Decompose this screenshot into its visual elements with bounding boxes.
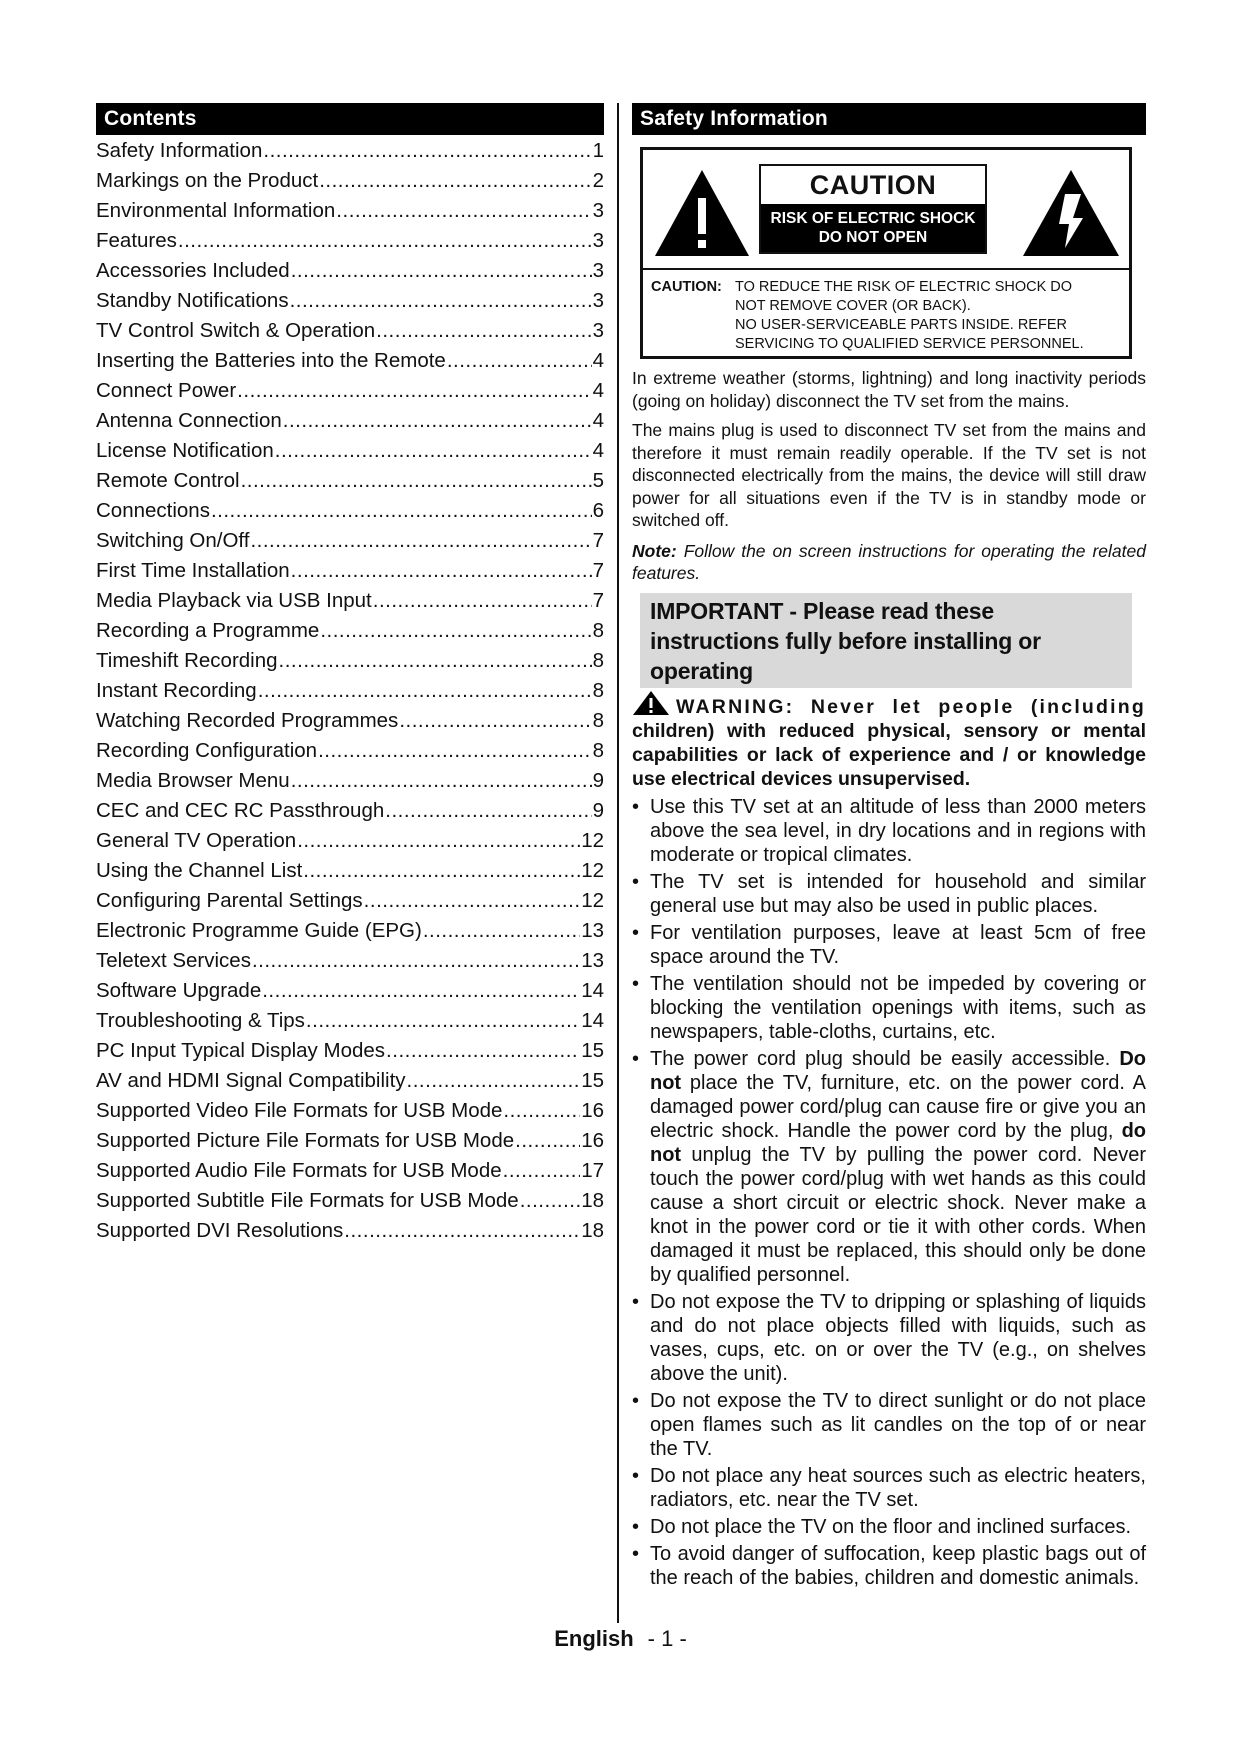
toc-title: TV Control Switch & Operation — [96, 319, 376, 342]
toc-title: First Time Installation — [96, 559, 290, 582]
toc-page: 3 — [592, 319, 604, 342]
toc-item[interactable] — [96, 136, 604, 166]
toc-item[interactable] — [96, 1216, 604, 1246]
toc-page: 7 — [592, 559, 604, 582]
toc-title: Supported Audio File Formats for USB Mode — [96, 1159, 502, 1182]
toc-item[interactable] — [96, 916, 604, 946]
toc-title: PC Input Typical Display Modes — [96, 1039, 386, 1062]
safety-section — [632, 103, 1146, 1593]
toc-item[interactable] — [96, 1186, 604, 1216]
toc-page: 8 — [592, 739, 604, 762]
toc-item[interactable] — [96, 556, 604, 586]
footer-language: English — [554, 1626, 634, 1651]
toc-title: Supported DVI Resolutions — [96, 1219, 344, 1242]
warning-paragraph: WARNING: Never let people (including children) with reduced physical, sensory or mental capabilities or lack of experience and / or knowledge use electrical devices unsupervised. — [632, 690, 1146, 791]
contents-header: Contents — [96, 103, 604, 135]
toc-item[interactable] — [96, 1066, 604, 1096]
toc-item[interactable] — [96, 826, 604, 856]
toc-title: Connections — [96, 499, 210, 522]
toc-page: 8 — [592, 649, 604, 672]
toc-title: Supported Video File Formats for USB Mode — [96, 1099, 503, 1122]
toc-item[interactable] — [96, 496, 604, 526]
toc-page: 15 — [581, 1069, 604, 1092]
toc-page: 12 — [581, 829, 604, 852]
toc-page: 3 — [592, 289, 604, 312]
toc-item[interactable] — [96, 166, 604, 196]
toc-page: 8 — [592, 709, 604, 732]
toc-item[interactable] — [96, 586, 604, 616]
toc-item[interactable] — [96, 1096, 604, 1126]
toc-title: Watching Recorded Programmes — [96, 709, 399, 732]
toc-page: 15 — [581, 1039, 604, 1062]
toc-page: 4 — [592, 349, 604, 372]
toc-page: 17 — [581, 1159, 604, 1182]
toc-title: Teletext Services — [96, 949, 251, 972]
toc-item[interactable] — [96, 436, 604, 466]
safety-header: Safety Information — [632, 103, 1146, 135]
toc-item[interactable] — [96, 706, 604, 736]
list-item: • For ventilation purposes, leave at least 5cm of free space around the TV. — [632, 921, 1146, 969]
toc-item[interactable] — [96, 676, 604, 706]
mains-paragraph: The mains plug is used to disconnect TV set from the mains and therefore it must remain readily operable. If the TV set is not disconnected electrically from the mains, the device will still draw power for all situations even if the TV is in standby mode or switched off. — [632, 420, 1146, 530]
toc-title: AV and HDMI Signal Compatibility — [96, 1069, 406, 1092]
toc-title: Recording Configuration — [96, 739, 318, 762]
column-divider — [617, 103, 619, 1623]
power-cord-item: • The power cord plug should be easily accessible. Do not place the TV, furniture, etc. on the power cord. A damaged power cord/plug can cause fire or give you an electric shock. Handle the power cord by the plug, do not unplug the TV by pulling the power cord. Never touch the power cord/plug with wet hands as this could cause a short circuit or electric shock. Never make a knot in the power cord or tie it with other cords. When damaged it must be replaced, this should only be done by qualified personnel. — [632, 1047, 1146, 1287]
toc-page: 12 — [581, 859, 604, 882]
toc-item[interactable] — [96, 856, 604, 886]
toc-item[interactable] — [96, 346, 604, 376]
toc-title: Safety Information — [96, 139, 263, 162]
toc-page: 12 — [581, 889, 604, 912]
toc-title: Standby Notifications — [96, 289, 289, 312]
toc-title: Instant Recording — [96, 679, 257, 702]
toc-page: 16 — [581, 1129, 604, 1152]
toc-title: Remote Control — [96, 469, 240, 492]
toc-item[interactable] — [96, 1156, 604, 1186]
caution-label-box — [640, 147, 1132, 359]
toc-page: 9 — [592, 769, 604, 792]
toc-page: 16 — [581, 1099, 604, 1122]
toc-page: 4 — [592, 379, 604, 402]
toc-item[interactable] — [96, 886, 604, 916]
toc-item[interactable] — [96, 1036, 604, 1066]
toc-page: 5 — [592, 469, 604, 492]
important-banner: IMPORTANT - Please read these instructions fully before installing or operating — [640, 593, 1132, 688]
list-item: • Do not place any heat sources such as electric heaters, radiators, etc. near the TV set. — [632, 1464, 1146, 1512]
note-paragraph: Note: Follow the on screen instructions for operating the related features. — [632, 540, 1146, 583]
exclamation-warning-icon — [653, 168, 751, 258]
toc-title: CEC and CEC RC Passthrough — [96, 799, 385, 822]
toc-item[interactable] — [96, 646, 604, 676]
toc-title: Accessories Included — [96, 259, 290, 282]
toc-item[interactable] — [96, 946, 604, 976]
toc-item[interactable] — [96, 526, 604, 556]
toc-page: 2 — [592, 169, 604, 192]
toc-title: Inserting the Batteries into the Remote — [96, 349, 446, 372]
toc-item[interactable] — [96, 286, 604, 316]
toc-page: 7 — [592, 529, 604, 552]
caution-title: CAUTION — [809, 170, 937, 200]
toc-item[interactable] — [96, 1126, 604, 1156]
page-footer — [0, 1626, 1241, 1652]
warning-triangle-icon — [632, 690, 670, 716]
list-item: • Do not place the TV on the floor and inclined surfaces. — [632, 1515, 1146, 1539]
toc-page: 7 — [592, 589, 604, 612]
list-item: • Do not expose the TV to dripping or splashing of liquids and do not place objects filled with liquids, such as vases, cups, etc. on or over the TV (e.g., on shelves above the unit). — [632, 1290, 1146, 1386]
toc-page: 3 — [592, 259, 604, 282]
contents-section — [96, 103, 604, 1246]
toc-item[interactable] — [96, 376, 604, 406]
toc-title: Markings on the Product — [96, 169, 319, 192]
toc-title: Media Playback via USB Input — [96, 589, 372, 612]
toc-item[interactable] — [96, 466, 604, 496]
toc-item[interactable] — [96, 976, 604, 1006]
toc-page: 9 — [592, 799, 604, 822]
toc-title: Connect Power — [96, 379, 237, 402]
weather-paragraph: In extreme weather (storms, lightning) and long inactivity periods (going on holiday) disconnect the TV set from the mains. — [632, 368, 1146, 411]
toc-item[interactable] — [96, 1006, 604, 1036]
toc-title: Supported Subtitle File Formats for USB Mode — [96, 1189, 519, 1212]
caution-plate — [759, 164, 987, 254]
toc-page: 4 — [592, 409, 604, 432]
list-item: • Do not expose the TV to direct sunlight or do not place open flames such as lit candles on the top of or near the TV. — [632, 1389, 1146, 1461]
toc-page: 1 — [592, 139, 604, 162]
toc-item[interactable] — [96, 256, 604, 286]
caution-subtitle: RISK OF ELECTRIC SHOCK DO NOT OPEN — [761, 204, 985, 252]
page-number: - 1 - — [647, 1626, 687, 1651]
toc-title: General TV Operation — [96, 829, 297, 852]
toc-page: 14 — [581, 979, 604, 1002]
toc-item[interactable] — [96, 196, 604, 226]
list-item: • The TV set is intended for household and similar general use but may also be used in public places. — [632, 870, 1146, 918]
toc-title: Timeshift Recording — [96, 649, 278, 672]
list-item: • To avoid danger of suffocation, keep plastic bags out of the reach of the babies, children and domestic animals. — [632, 1542, 1146, 1590]
toc-item[interactable] — [96, 736, 604, 766]
toc-title: Antenna Connection — [96, 409, 282, 432]
toc-page: 8 — [592, 679, 604, 702]
toc-title: License Notification — [96, 439, 274, 462]
toc-page: 13 — [581, 949, 604, 972]
toc-title: Using the Channel List — [96, 859, 303, 882]
toc-title: Configuring Parental Settings — [96, 889, 363, 912]
toc-page: 3 — [592, 199, 604, 222]
toc-title: Media Browser Menu — [96, 769, 290, 792]
toc-title: Switching On/Off — [96, 529, 250, 552]
list-item: • Use this TV set at an altitude of less than 2000 meters above the sea level, in dry locations and in regions with moderate or tropical climates. — [632, 795, 1146, 867]
toc-item[interactable] — [96, 406, 604, 436]
safety-bullet-list — [632, 795, 1146, 1590]
toc-item[interactable] — [96, 226, 604, 256]
caution-text: CAUTION: TO REDUCE THE RISK OF ELECTRIC SHOCK DO NOT REMOVE COVER (OR BACK). NO USER-SERVICEABLE PARTS INSIDE. REFER SERVICING TO QUALIFIED SERVICE PERSONNEL. — [651, 279, 1084, 352]
table-of-contents — [96, 136, 604, 1246]
toc-page: 14 — [581, 1009, 604, 1032]
toc-item[interactable] — [96, 766, 604, 796]
toc-item[interactable] — [96, 796, 604, 826]
toc-title: Supported Picture File Formats for USB Mode — [96, 1129, 515, 1152]
toc-title: Software Upgrade — [96, 979, 262, 1002]
toc-item[interactable] — [96, 616, 604, 646]
list-item: • The ventilation should not be impeded by covering or blocking the ventilation openings with items, such as newspapers, table-cloths, curtains, etc. — [632, 972, 1146, 1044]
toc-title: Features — [96, 229, 177, 252]
toc-title: Electronic Programme Guide (EPG) — [96, 919, 422, 942]
toc-page: 3 — [592, 229, 604, 252]
toc-page: 8 — [592, 619, 604, 642]
toc-page: 4 — [592, 439, 604, 462]
toc-title: Troubleshooting & Tips — [96, 1009, 305, 1032]
toc-title: Recording a Programme — [96, 619, 320, 642]
toc-page: 6 — [592, 499, 604, 522]
toc-title: Environmental Information — [96, 199, 336, 222]
toc-item[interactable] — [96, 316, 604, 346]
toc-page: 13 — [581, 919, 604, 942]
toc-page: 18 — [581, 1189, 604, 1212]
lightning-warning-icon — [1021, 168, 1121, 258]
toc-page: 18 — [581, 1219, 604, 1242]
